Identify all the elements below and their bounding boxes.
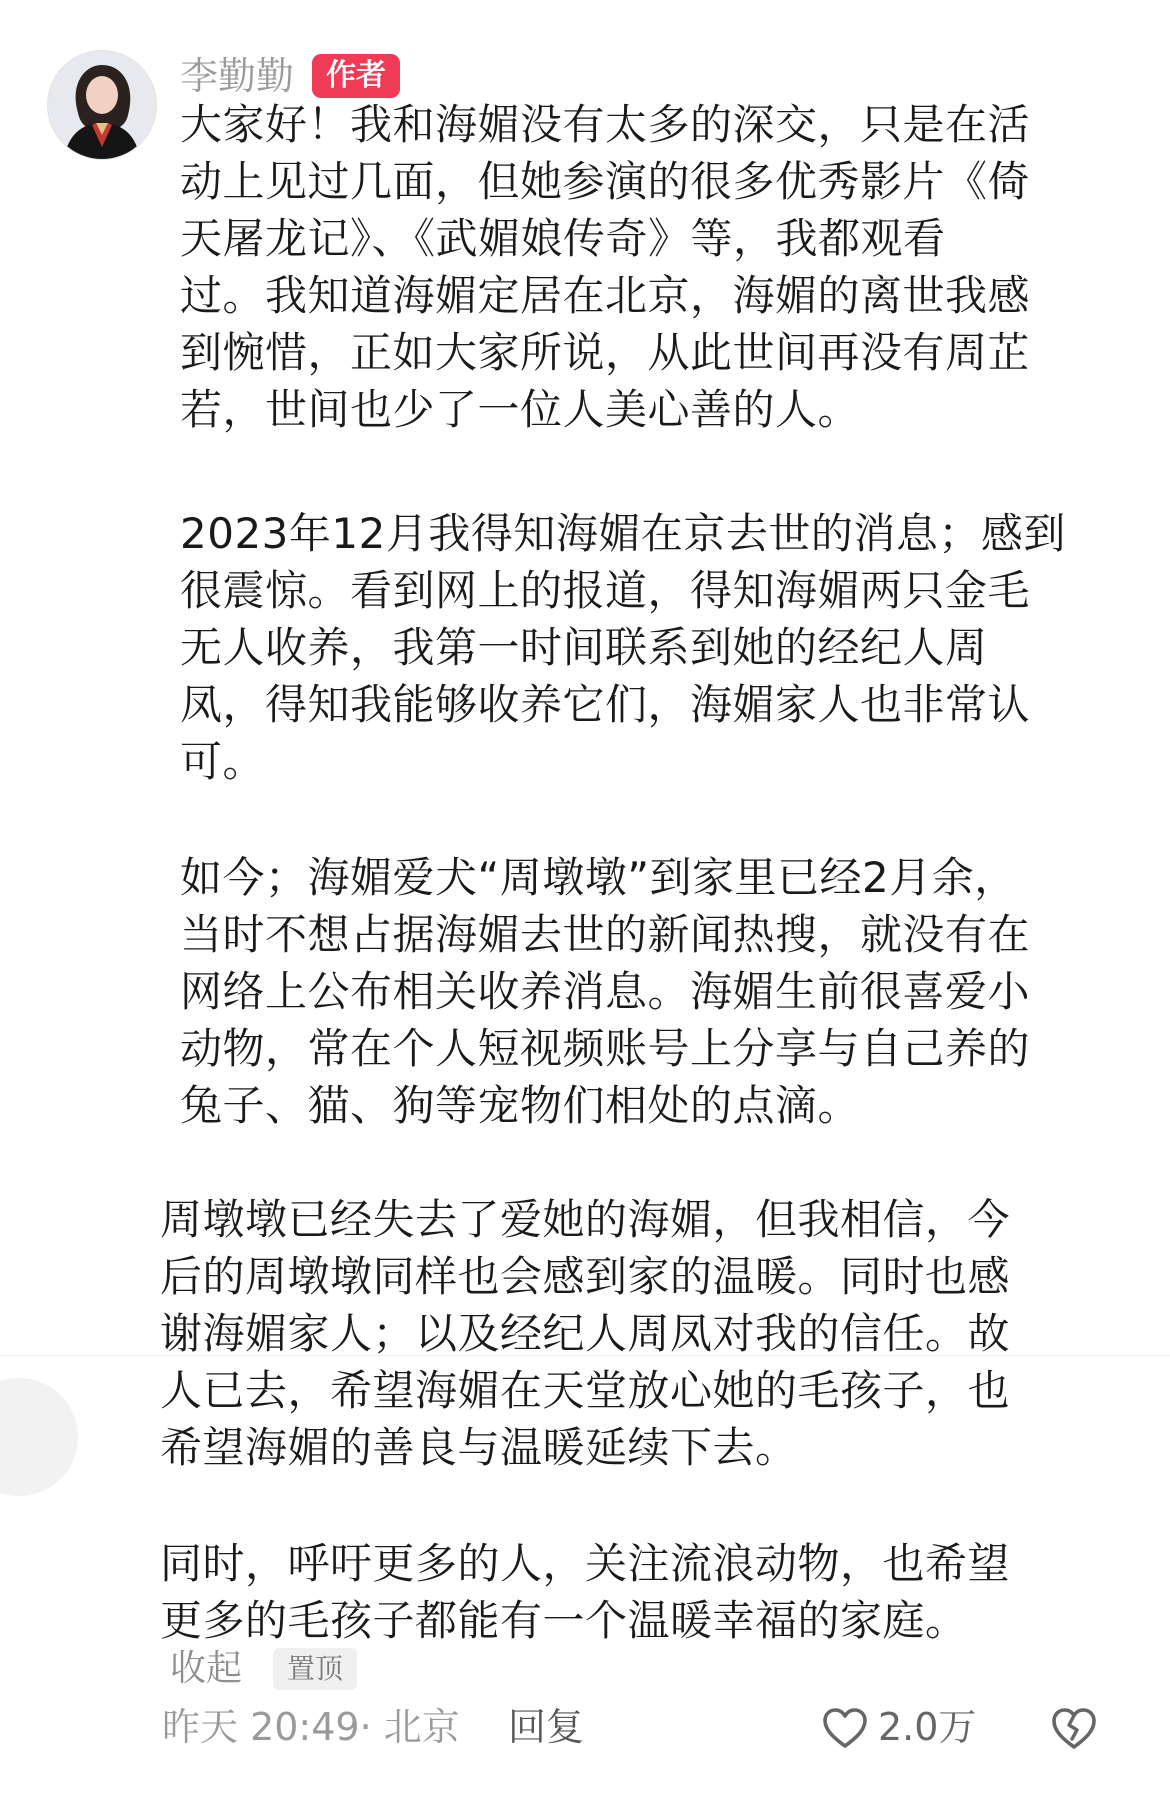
broken-heart-icon[interactable] bbox=[1050, 1705, 1098, 1751]
comment-paragraph-3: 如今；海媚爱犬“周墩墩”到家里已经2月余， 当时不想占据海媚去世的新闻热搜，就没有在 网络上公布相关收养消息。海媚生前很喜爱小 动物，常在个人短视频账号上分享与自己养的 兔子、猫、狗等宠物们相处的点滴。 bbox=[180, 853, 1031, 1130]
timestamp-location: 昨天 20:49· 北京 bbox=[162, 1705, 460, 1749]
reply-button[interactable]: 回复 bbox=[508, 1705, 585, 1749]
author-badge: 作者 bbox=[312, 54, 400, 98]
author-avatar[interactable] bbox=[47, 50, 157, 160]
comment-paragraph-5: 同时，呼吁更多的人，关注流浪动物，也希望 更多的毛孩子都能有一个温暖幸福的家庭。 bbox=[160, 1539, 1011, 1645]
like-count: 2.0万 bbox=[878, 1705, 977, 1749]
background-avatar-ghost bbox=[0, 1378, 78, 1496]
collapse-button[interactable]: 收起 bbox=[170, 1648, 243, 1689]
comment-paragraph-2: 2023年12月我得知海媚在京去世的消息；感到 很震惊。看到网上的报道，得知海媚两只金毛 无人收养，我第一时间联系到她的经纪人周 凤，得知我能够收养它们，海媚家人也非常认 可。 bbox=[180, 509, 1066, 786]
author-username[interactable]: 李勤勤 bbox=[180, 54, 295, 98]
comment-paragraph-4: 周墩墩已经失去了爱她的海媚，但我相信，今 后的周墩墩同样也会感到家的温暖。同时也感 谢海媚家人；以及经纪人周凤对我的信任。故 人已去，希望海媚在天堂放心她的毛孩子，也 希望海媚的善良与温暖延续下去。 bbox=[160, 1195, 1011, 1472]
comment-paragraph-1: 大家好！我和海媚没有太多的深交，只是在活 动上见过几面，但她参演的很多优秀影片《倚 天屠龙记》、《武媚娘传奇》等，我都观看 过。我知道海媚定居在北京，海媚的离世我感 到惋惜，正如大家所说，从此世间再没有周芷 若，世间也少了一位人美心善的人。 bbox=[180, 100, 1031, 434]
heart-outline-icon[interactable] bbox=[822, 1707, 868, 1749]
pin-badge: 置顶 bbox=[273, 1648, 357, 1690]
